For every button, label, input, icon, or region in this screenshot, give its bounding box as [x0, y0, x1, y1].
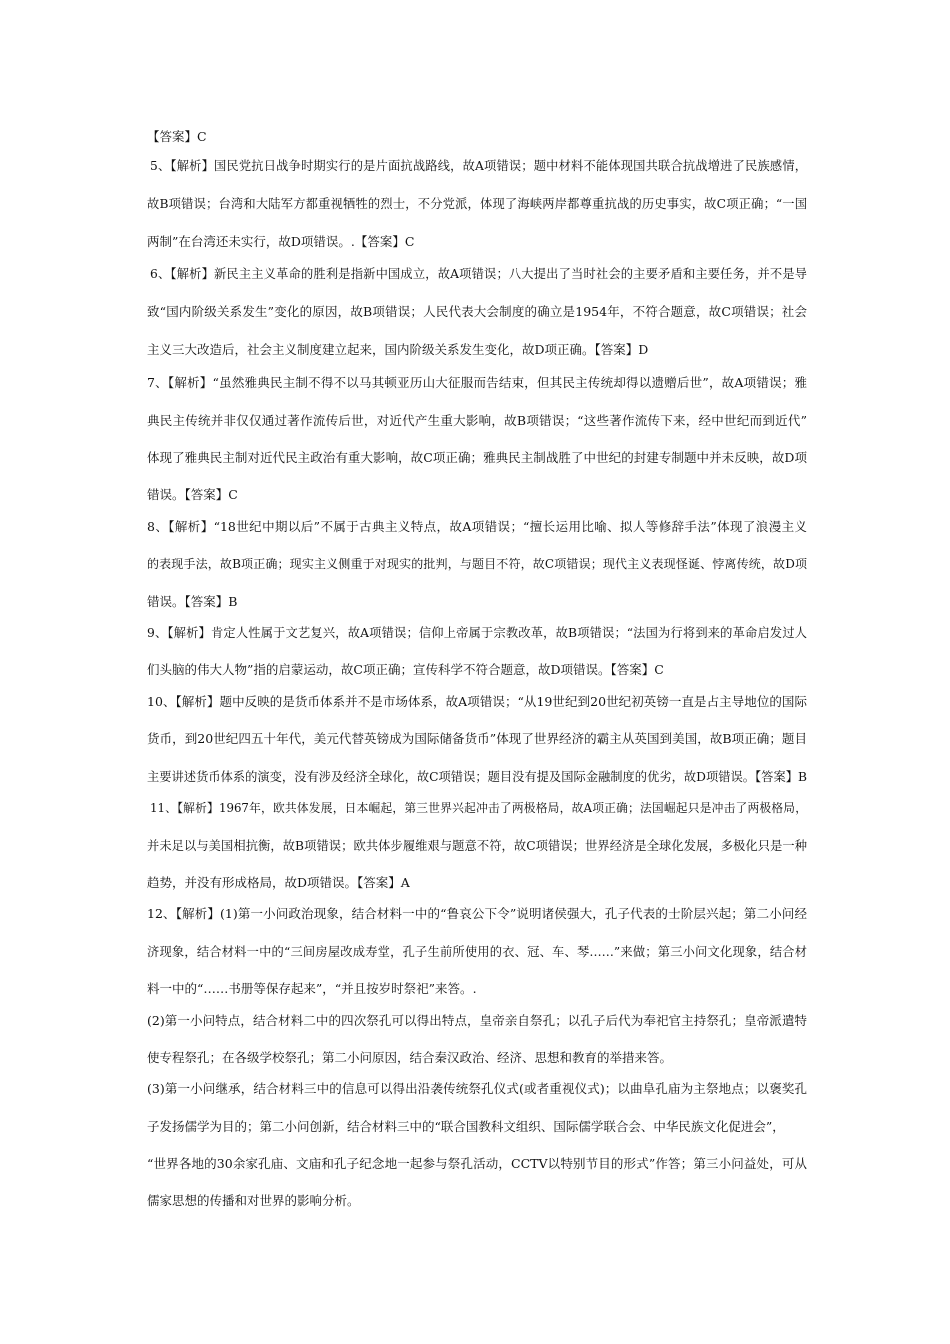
analysis-5-line-1: 5、【解析】国民党抗日战争时期实行的是片面抗战路线，故A项错误；题中材料不能体现国共联合抗战增进了民族感情， [150, 159, 807, 173]
analysis-6-line-3: 主义三大改造后，社会主义制度建立起来，国内阶级关系发生变化，故D项正确。【答案】D [147, 342, 649, 357]
analysis-12-line-3: 料一中的“……书册等保存起来”，“并且按岁时祭祀”来答。. [147, 981, 477, 996]
analysis-12-part3-line-3: “世界各地的30余家孔庙、文庙和孔子纪念地一起参与祭孔活动，CCTV以特别节目的形式”作答；第三小问益处，可从 [147, 1156, 807, 1171]
analysis-12-part3-line-2: 子发扬儒学为目的；第二小问创新，结合材料三中的“联合国教科文组织、国际儒学联合会、中华民族文化促进会”， [147, 1119, 785, 1134]
analysis-5-line-2: 故B项错误；台湾和大陆军方都重视牺牲的烈士，不分党派，体现了海峡两岸都尊重抗战的历史事实，故C项正确；“一国 [147, 197, 807, 211]
analysis-12-part2-line-2: 使专程祭孔；在各级学校祭孔；第二小问原因，结合秦汉政治、经济、思想和教育的举措来答。 [147, 1050, 673, 1065]
analysis-12-part3-line-1: (3)第一小问继承，结合材料三中的信息可以得出沿袭传统祭孔仪式(或者重视仪式)；以曲阜孔庙为主祭地点；以褒奖孔 [147, 1081, 807, 1096]
analysis-6-line-2: 致“国内阶级关系发生”变化的原因，故B项错误；人民代表大会制度的确立是1954年，不符合题意，故C项错误；社会 [147, 304, 807, 319]
analysis-6-line-1: 6、【解析】新民主主义革命的胜利是指新中国成立，故A项错误；八大提出了当时社会的主要矛盾和主要任务，并不是导 [150, 267, 807, 281]
analysis-8-line-1: 8、【解析】“18世纪中期以后”不属于古典主义特点，故A项错误；“擅长运用比喻、拟人等修辞手法”体现了浪漫主义 [147, 519, 807, 534]
analysis-10-line-1: 10、【解析】题中反映的是货币体系并不是市场体系，故A项错误；“从19世纪到20世纪初英镑一直是占主导地位的国际 [147, 694, 807, 709]
analysis-7-line-3: 体现了雅典民主制对近代民主政治有重大影响，故C项正确；雅典民主制战胜了中世纪的封建专制题中并未反映，故D项 [147, 450, 807, 465]
analysis-5-line-3: 两制”在台湾还未实行，故D项错误。.【答案】C [147, 234, 415, 249]
analysis-11-line-3: 趋势，并没有形成格局，故D项错误。【答案】A [147, 875, 410, 890]
analysis-12-part2-line-1: (2)第一小问特点，结合材料二中的四次祭孔可以得出特点，皇帝亲自祭孔；以孔子后代为奉祀官主持祭孔；皇帝派遣特 [147, 1013, 807, 1028]
analysis-10-line-3: 主要讲述货币体系的演变，没有涉及经济全球化，故C项错误；题目没有提及国际金融制度的优劣，故D项错误。【答案】B [147, 770, 807, 784]
analysis-9-line-1: 9、【解析】肯定人性属于文艺复兴，故A项错误；信仰上帝属于宗教改革，故B项错误；“法国为行将到来的革命启发过人 [147, 626, 807, 640]
analysis-8-line-2: 的表现手法，故B项正确；现实主义侧重于对现实的批判，与题目不符，故C项错误；现代主义表现怪诞、悖离传统，故D项 [147, 557, 807, 571]
analysis-7-line-1: 7、【解析】“虽然雅典民主制不得不以马其顿亚历山大征服而告结束，但其民主传统却得以遗赠后世”，故A项错误；雅 [147, 375, 807, 390]
analysis-11-line-2: 并未足以与美国相抗衡，故B项错误；欧共体步履维艰与题意不符，故C项错误；世界经济是全球化发展，多极化只是一种 [147, 839, 807, 853]
analysis-12-line-1: 12、【解析】(1)第一小问政治现象，结合材料一中的“鲁哀公下令”说明诸侯强大，孔子代表的士阶层兴起；第二小问经 [147, 906, 807, 921]
analysis-12-line-2: 济现象，结合材料一中的“三间房屋改成寿堂，孔子生前所使用的衣、冠、车、琴……”来做；第三小问文化现象，结合材 [147, 945, 807, 959]
analysis-10-line-2: 货币，到20世纪四五十年代，美元代替英镑成为国际储备货币”体现了世界经济的霸主从英国到美国，故B项正确；题目 [147, 731, 807, 746]
analysis-8-line-3: 错误。【答案】B [147, 594, 238, 609]
analysis-7-line-2: 典民主传统并非仅仅通过著作流传后世，对近代产生重大影响，故B项错误；“这些著作流传下来，经中世纪而到近代” [147, 413, 807, 428]
analysis-9-line-2: 们头脑的伟大人物”指的启蒙运动，故C项正确；宣传科学不符合题意，故D项错误。【答案】C [147, 662, 664, 677]
analysis-7-line-4: 错误。【答案】C [147, 487, 238, 502]
answer-line: 【答案】C [147, 129, 207, 144]
analysis-11-line-1: 11、【解析】1967年，欧共体发展，日本崛起，第三世界兴起冲击了两极格局，故A项正确；法国崛起只是冲击了两极格局， [150, 801, 807, 815]
analysis-12-part3-line-4: 儒家思想的传播和对世界的影响分析。 [147, 1193, 360, 1208]
